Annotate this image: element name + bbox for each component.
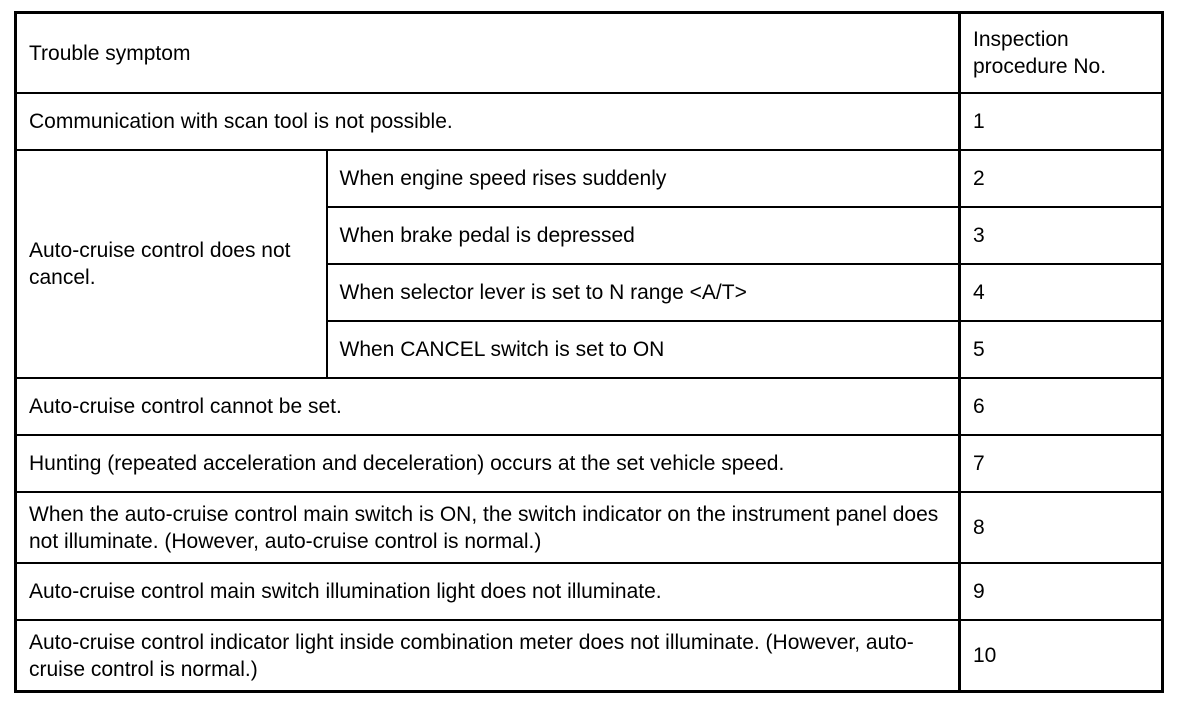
table-row [16,563,1163,620]
symptom-cell: Communication with scan tool is not possible. [16,93,960,150]
symptom-cell: When the auto-cruise control main switch is ON, the switch indicator on the instrument panel does not illuminate. (However, auto-cruise control is normal.) [16,492,960,563]
symptom-cell: Auto-cruise control main switch illumination light does not illuminate. [16,563,960,620]
trouble-symptom-table [14,11,1164,693]
procedure-number: 2 [960,150,1163,207]
procedure-number: 1 [960,93,1163,150]
table-row [16,620,1163,692]
header-trouble-symptom: Trouble symptom [16,13,960,94]
procedure-number: 9 [960,563,1163,620]
symptom-cell: Auto-cruise control cannot be set. [16,378,960,435]
procedure-number: 10 [960,620,1163,692]
table-row [16,150,1163,207]
procedure-number: 7 [960,435,1163,492]
condition-cell: When brake pedal is depressed [327,207,960,264]
procedure-number: 4 [960,264,1163,321]
table-row [16,435,1163,492]
table-row [16,378,1163,435]
procedure-number: 8 [960,492,1163,563]
condition-cell: When engine speed rises suddenly [327,150,960,207]
procedure-number: 3 [960,207,1163,264]
symptom-cell: Hunting (repeated acceleration and deceleration) occurs at the set vehicle speed. [16,435,960,492]
symptom-cell: Auto-cruise control does not cancel. [16,150,327,378]
procedure-number: 5 [960,321,1163,378]
table-row [16,492,1163,563]
condition-cell: When selector lever is set to N range <A/T> [327,264,960,321]
table-row [16,93,1163,150]
condition-cell: When CANCEL switch is set to ON [327,321,960,378]
table-header-row [16,13,1163,94]
header-inspection-procedure: Inspection procedure No. [960,13,1163,94]
symptom-cell: Auto-cruise control indicator light inside combination meter does not illuminate. (However, auto-cruise control is normal.) [16,620,960,692]
procedure-number: 6 [960,378,1163,435]
